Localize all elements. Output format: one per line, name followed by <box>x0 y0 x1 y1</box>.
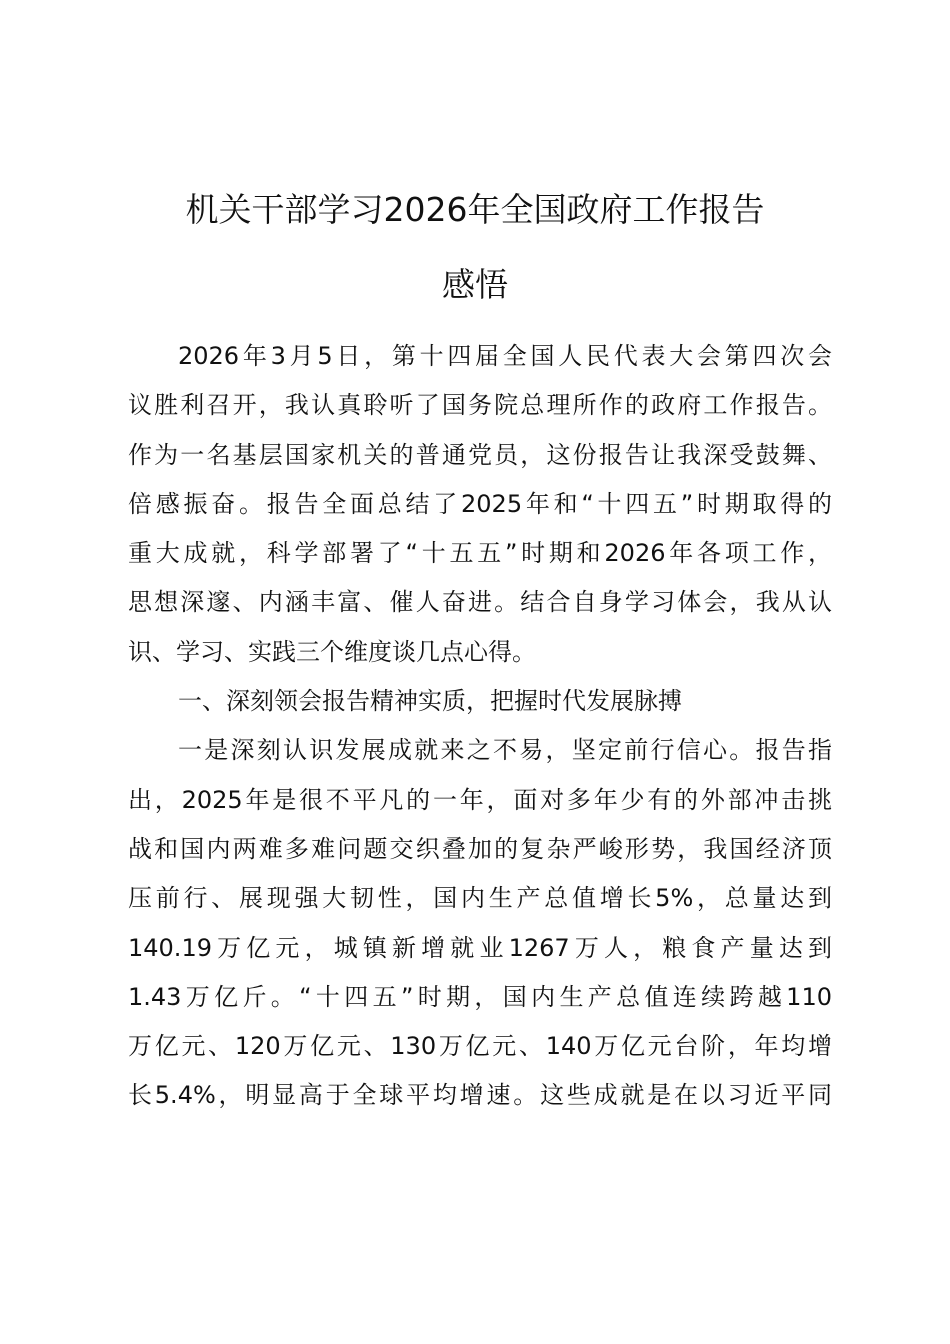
paragraph-line: 倍感振奋。报告全面总结了2025年和“十四五”时期取得的 <box>128 489 832 518</box>
paragraph-line: 长5.4%，明显高于全球平均增速。这些成就是在以习近平同 <box>128 1081 832 1110</box>
paragraph-line: 识、学习、实践三个维度谈几点心得。 <box>128 637 536 666</box>
paragraph-line: 2026年3月5日，第十四届全国人民代表大会第四次会 <box>178 342 832 370</box>
document-body <box>128 336 832 1125</box>
paragraph-line: 战和国内两难多难问题交织叠加的复杂严峻形势，我国经济顶 <box>128 834 832 863</box>
paragraph-line: 一是深刻认识发展成就来之不易，坚定前行信心。报告指 <box>178 736 832 765</box>
paragraph-line: 出，2025年是很不平凡的一年，面对多年少有的外部冲击挑 <box>128 785 832 814</box>
paragraph-line: 议胜利召开，我认真聆听了国务院总理所作的政府工作报告。 <box>128 391 832 420</box>
paragraph-line: 压前行、展现强大韧性，国内生产总值增长5%，总量达到 <box>128 884 832 913</box>
paragraph-line: 作为一名基层国家机关的普通党员，这份报告让我深受鼓舞、 <box>128 440 832 469</box>
paragraph-line: 重大成就，科学部署了“十五五”时期和2026年各项工作， <box>128 539 832 568</box>
section-heading: 一、深刻领会报告精神实质，把握时代发展脉搏 <box>178 687 682 716</box>
document-title: 机关干部学习2026年全国政府工作报告 <box>185 190 765 229</box>
paragraph-line: 思想深邃、内涵丰富、催人奋进。结合自身学习体会，我从认 <box>128 588 832 617</box>
paragraph-line: 万亿元、120万亿元、130万亿元、140万亿元台阶，年均增 <box>128 1032 832 1061</box>
paragraph-line: 140.19万亿元，城镇新增就业1267万人，粮食产量达到 <box>128 933 832 962</box>
paragraph-line: 1.43万亿斤。“十四五”时期，国内生产总值连续跨越110 <box>128 982 832 1011</box>
document-title-line2: 感悟 <box>442 265 508 304</box>
